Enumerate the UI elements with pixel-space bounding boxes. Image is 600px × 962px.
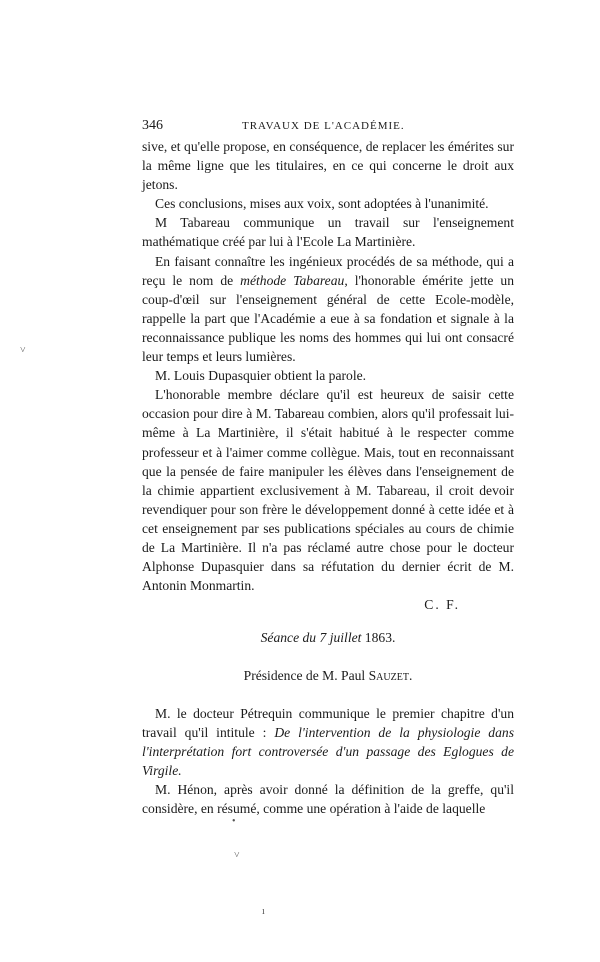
paragraph-conclusions: Ces conclusions, mises aux voix, sont adoptées à l'unanimité. <box>155 196 489 212</box>
paragraph-henon: M. Hénon, après avoir donné la définition de la greffe, qu'il considère, en résumé, comme une opération à l'aide de laquelle <box>142 781 514 816</box>
paragraph-tabareau: M Tabareau communique un travail sur l'enseignement mathématique créé par lui à l'Ecole La Martinière. <box>142 215 514 250</box>
session-text-a: Séance du 7 <box>260 630 330 646</box>
president-name: Sauzet <box>368 668 409 684</box>
paragraph-dupasquier: M. Louis Dupasquier obtient la parole. <box>155 368 367 384</box>
presidence-suffix: . <box>408 668 413 684</box>
petrequin-text: M. le docteur Pétrequin communique le premier chapitre d'un travail qu'il intitule : <box>142 705 514 740</box>
petrequin-title: De l'intervention de la physiologie dans l'interprétation fort controversée d'un passage des Eglogues de Virgile. <box>142 724 514 778</box>
paragraph-continuation: sive, et qu'elle propose, en conséquence, de replacer les émérites sur la même ligne que les titulaires, en ce qui concerne le droit aux jetons. <box>142 139 514 193</box>
page-body <box>142 137 514 818</box>
running-title: TRAVAUX DE L'ACADÉMIE. <box>242 120 405 132</box>
page-speck: ˅ <box>20 345 26 356</box>
paragraph-declaration: L'honorable membre déclare qu'il est heureux de saisir cette occasion pour dire à M. Tabareau combien, alors qu'il professait lui-même à La Martinière, il s'était habitué à le respecter comme professeur et à l'aimer comme collègue. Mais, tout en reconnaissant que la pensée de faire manipuler les élèves dans l'enseignement de la chimie appartient exclusivement à M. Tabareau, il croit devoir revendiquer pour son frère le développement donné à cette idée et à cet enseignement par ses publications spéciales au cours de chimie de La Martinière. Il n'a pas réclamé autre chose pour le docteur Alphonse Dupasquier dans sa réfutation du dernier écrit de M. Antonin Monmartin. <box>142 387 514 594</box>
paragraph-petrequin <box>142 704 514 780</box>
presidence-line <box>142 666 514 685</box>
page-speck: ˅ <box>234 850 240 861</box>
session-year: 1863. <box>361 630 396 646</box>
spacer <box>142 686 514 704</box>
session-month: juillet <box>329 630 362 646</box>
signature: C. F. <box>424 597 460 613</box>
methode-text-b: , l'honorable émérite jette un coup-d'œil sur l'enseignement général de cette Ecole-modèle, rappelle la part que l'Académie a eue à sa fondation et signale à la reconnaissance publique les noms des hommes qui lui ont consacré leur temps et leurs lumières. <box>142 272 514 365</box>
presidence-prefix: Présidence de M. Paul <box>243 668 369 684</box>
page-speck: ı <box>262 906 265 917</box>
page-speck: • <box>232 816 236 827</box>
page-header <box>142 118 514 136</box>
session-heading <box>142 628 514 647</box>
methode-name: méthode Tabareau <box>240 272 345 288</box>
methode-text-a: En faisant connaître les ingénieux procédés de sa méthode, qui a reçu le nom de <box>142 253 514 288</box>
paragraph-methode <box>142 252 514 367</box>
page-number: 346 <box>142 118 163 133</box>
